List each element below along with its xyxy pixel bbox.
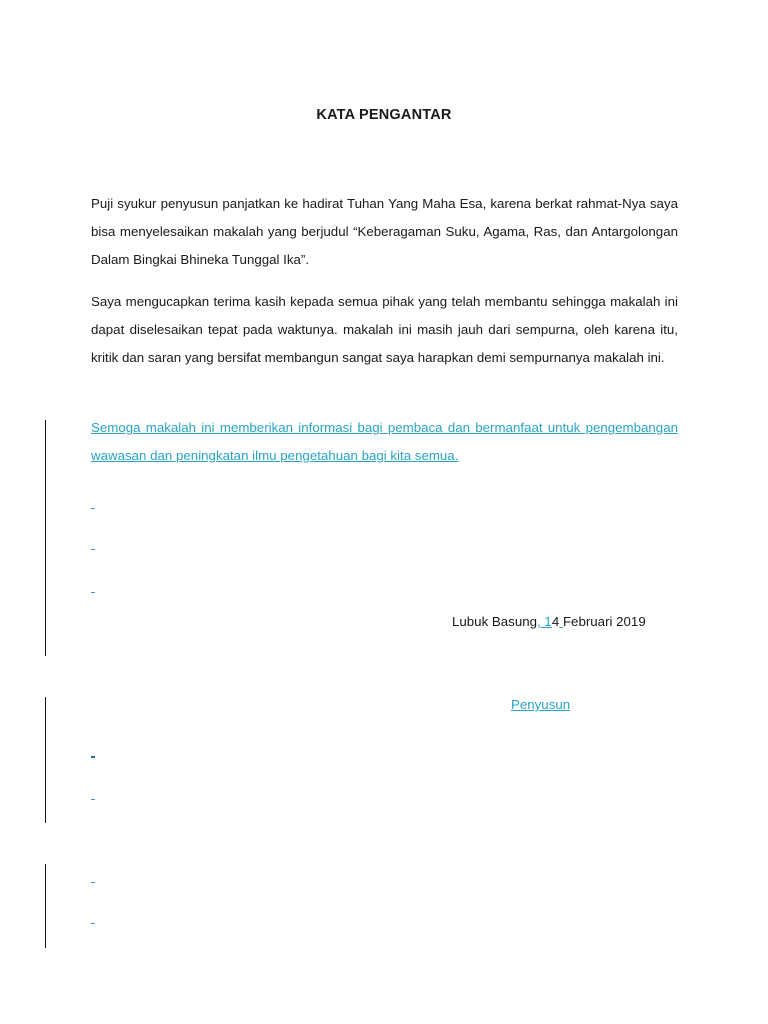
document-title: KATA PENGANTAR	[316, 107, 452, 123]
change-bar	[45, 864, 46, 948]
date-day-rest: 4	[551, 614, 560, 629]
paragraph-thanks: Saya mengucapkan terima kasih kepada semua pihak yang telah membantu sehingga makalah ini dapat diselesaikan tepat pada waktunya. makalah ini masih jauh dari sempurna, oleh karena itu, kritik dan saran yang bersifat membangun sangat saya harapkan demi sempurnanya makalah ini.	[91, 294, 678, 365]
empty-paragraph-mark	[91, 756, 95, 758]
empty-paragraph-mark	[91, 923, 95, 924]
empty-paragraph-mark	[91, 592, 95, 593]
change-bar	[45, 697, 46, 823]
date-line	[452, 614, 646, 629]
empty-paragraph-mark	[91, 508, 95, 509]
paragraph-gratitude: Puji syukur penyusun panjatkan ke hadirat Tuhan Yang Maha Esa, karena berkat rahmat-Nya saya bisa menyelesaikan makalah yang berjudul “Keberagaman Suku, Agama, Ras, dan Antargolongan Dalam Bingkai Bhineka Tunggal Ika”.	[91, 196, 678, 267]
empty-paragraph-mark	[91, 799, 95, 800]
empty-paragraph-mark	[91, 882, 95, 883]
paragraph-hope-tracked-insertion: Semoga makalah ini memberikan informasi bagi pembaca dan bermanfaat untuk pengembangan wawasan dan peningkatan ilmu pengetahuan bagi kita semua.	[91, 420, 678, 463]
inserted-digit: 1	[544, 614, 552, 629]
date-place: Lubuk Basung	[452, 614, 538, 629]
inserted-comma: ,	[537, 614, 545, 629]
signer-label: Penyusun	[511, 697, 571, 712]
date-month-year: Februari 2019	[562, 614, 646, 629]
empty-paragraph-mark	[91, 549, 95, 550]
change-bar	[45, 420, 46, 656]
